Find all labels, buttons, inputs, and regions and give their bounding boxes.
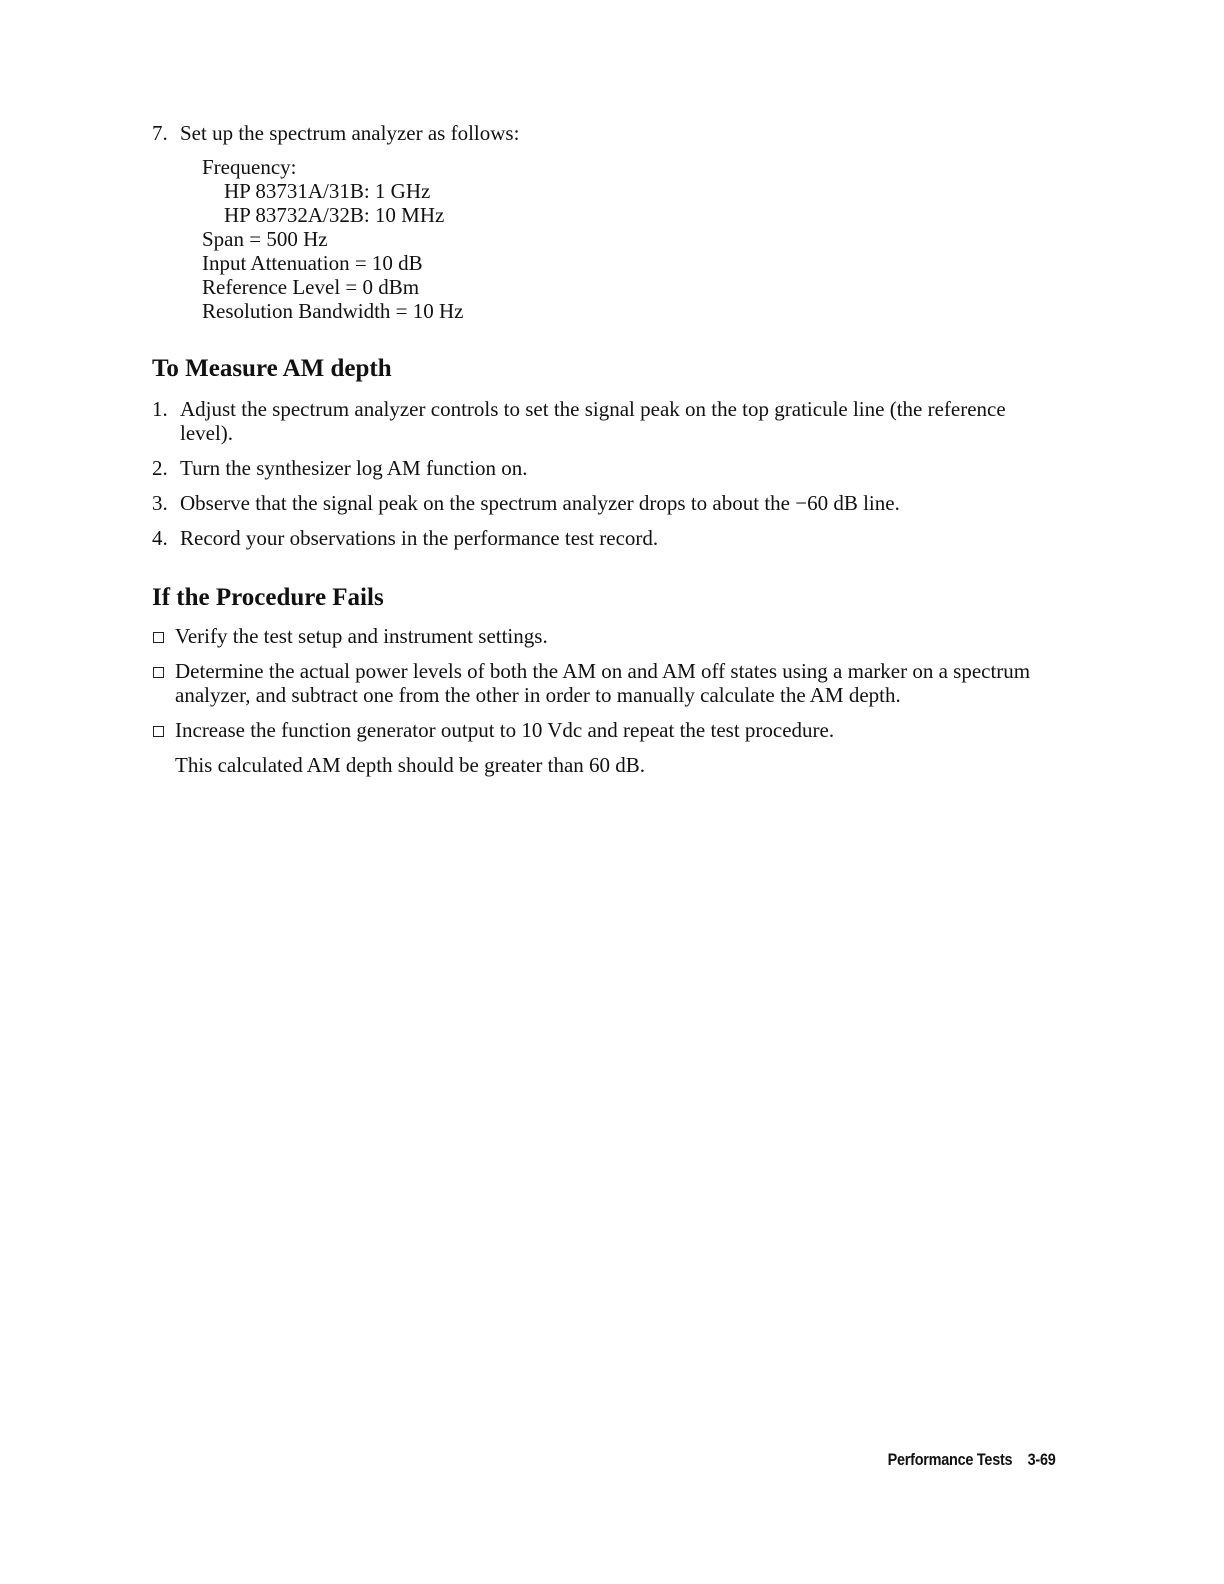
footer-section-title: Performance Tests <box>888 1450 1013 1469</box>
item-text: Increase the function generator output to 10 Vdc and repeat the test procedure. <box>175 718 835 742</box>
step-text: Set up the spectrum analyzer as follows: <box>180 121 520 145</box>
checkbox-bullet-icon <box>152 718 175 742</box>
step-text: Adjust the spectrum analyzer controls to set the signal peak on the top graticule line (the reference level). <box>180 397 1006 445</box>
fails-checklist <box>152 624 1032 777</box>
frequency-83731: HP 83731A/31B: 1 GHz <box>224 179 431 203</box>
step-number: 3. <box>152 491 168 515</box>
attenuation-setting: Input Attenuation = 10 dB <box>202 251 423 275</box>
checkbox-bullet-icon <box>152 624 175 648</box>
list-item <box>152 659 1032 707</box>
page-footer <box>888 1448 1056 1472</box>
measure-steps <box>152 397 1032 561</box>
section-heading-measure: To Measure AM depth <box>152 355 392 382</box>
step-number: 4. <box>152 526 168 550</box>
analyzer-settings <box>202 155 1052 323</box>
step-7 <box>152 121 1052 323</box>
section-heading-fails: If the Procedure Fails <box>152 584 384 611</box>
item-text: Verify the test setup and instrument settings. <box>175 624 548 648</box>
step-number: 1. <box>152 397 168 421</box>
list-item <box>152 624 1032 648</box>
frequency-label: Frequency: <box>202 155 297 179</box>
page-number: 3-69 <box>1028 1450 1056 1469</box>
list-item <box>152 456 1032 480</box>
reference-level-setting: Reference Level = 0 dBm <box>202 275 420 299</box>
step-number: 7. <box>152 121 168 145</box>
step-number: 2. <box>152 456 168 480</box>
list-item <box>152 491 1032 515</box>
step-text: Record your observations in the performance test record. <box>180 526 659 550</box>
depth-note: This calculated AM depth should be greater than 60 dB. <box>175 753 646 777</box>
item-text: Determine the actual power levels of both the AM on and AM off states using a marker on a spectrum analyzer, and subtract one from the other in order to manually calculate the AM depth. <box>175 659 1031 707</box>
frequency-83732: HP 83732A/32B: 10 MHz <box>224 203 445 227</box>
list-item <box>152 526 1032 550</box>
list-item <box>152 397 1032 445</box>
span-setting: Span = 500 Hz <box>202 227 328 251</box>
step-text: Turn the synthesizer log AM function on. <box>180 456 528 480</box>
step-text: Observe that the signal peak on the spectrum analyzer drops to about the −60 dB line. <box>180 491 900 515</box>
list-item <box>152 718 1032 742</box>
checkbox-bullet-icon <box>152 659 175 707</box>
rbw-setting: Resolution Bandwidth = 10 Hz <box>202 299 464 323</box>
